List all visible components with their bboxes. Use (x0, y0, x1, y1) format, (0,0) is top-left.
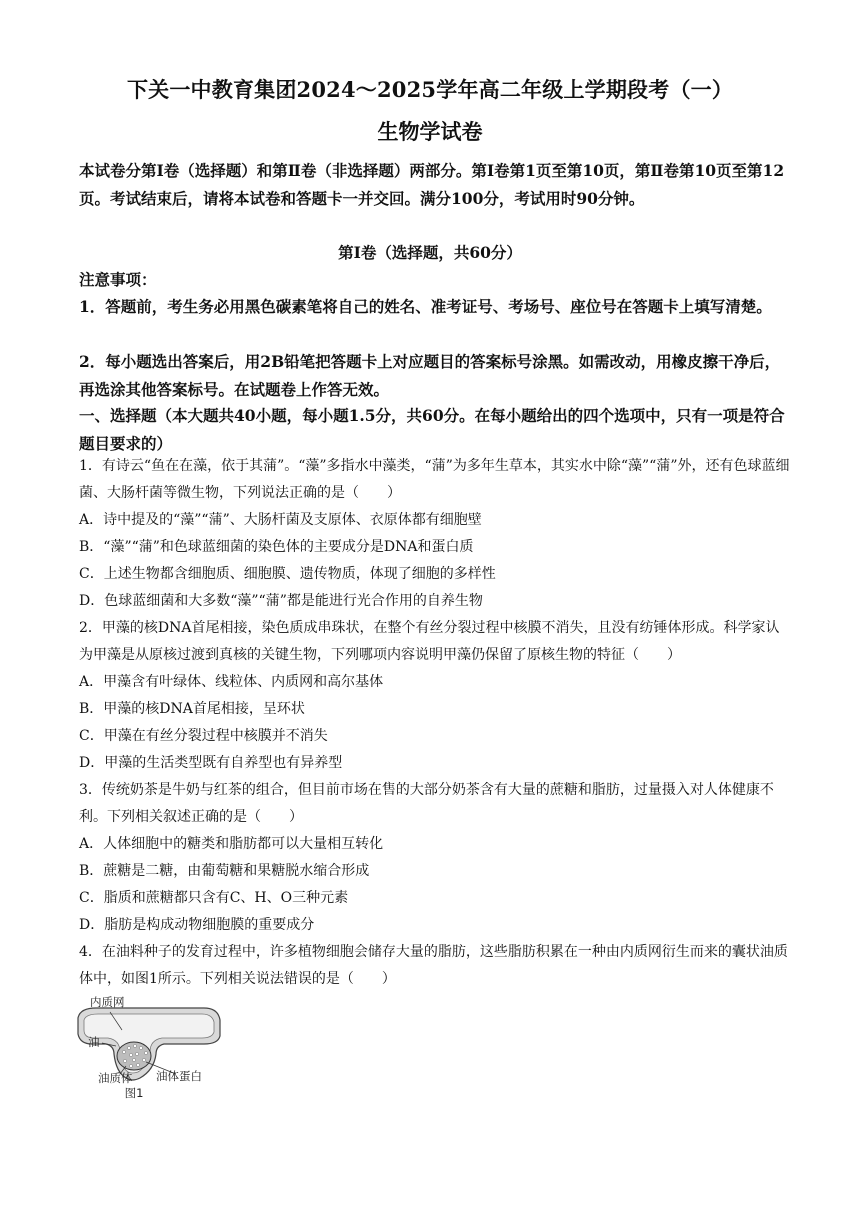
figure-oil-body (76, 996, 222, 1100)
question-option: B．“藻”“蒲”和色球蓝细菌的染色体的主要成分是DNA和蛋白质 (79, 539, 474, 555)
notice-item: 2．每小题选出答案后，用2B铅笔把答题卡上对应题目的答案标号涂黑。如需改动，用橡皮擦干净后，再选涂其他答案标号。在试题卷上作答无效。 (79, 352, 781, 399)
question-option: A．人体细胞中的糖类和脂肪都可以大量相互转化 (79, 836, 384, 852)
question-stem: 3．传统奶茶是牛奶与红茶的组合，但目前市场在售的大部分奶茶含有大量的蔗糖和脂肪，过量摄入对人体健康不利。下列相关叙述正确的是（ ） (79, 782, 774, 825)
label-oil-body: 油质体 (98, 1071, 133, 1085)
label-oil: 油 (88, 1035, 100, 1049)
notice-item: 1．答题前，考生务必用黑色碳素笔将自己的姓名、准考证号、考场号、座位号在答题卡上填写清楚。 (79, 297, 772, 316)
exam-title: 下关一中教育集团2024～2025学年高二年级上学期段考（一） (126, 77, 734, 102)
question-option: D．甲藻的生活类型既有自养型也有异养型 (79, 755, 343, 771)
intro-paragraph: 本试卷分第Ⅰ卷（选择题）和第Ⅱ卷（非选择题）两部分。第Ⅰ卷第1页至第10页，第Ⅱ卷第10页至第12页。考试结束后，请将本试卷和答题卡一并交回。满分100分，考试用时90分钟。 (79, 161, 785, 208)
oil-body-diagram (76, 996, 222, 1100)
question-option: B．蔗糖是二糖，由葡萄糖和果糖脱水缩合形成 (79, 863, 370, 879)
exam-subject: 生物学试卷 (377, 119, 483, 144)
question-option: D．脂肪是构成动物细胞膜的重要成分 (79, 917, 315, 933)
question-option: A．甲藻含有叶绿体、线粒体、内质网和高尔基体 (79, 674, 384, 690)
question-option: A．诗中提及的“藻”“蒲”、大肠杆菌及支原体、衣原体都有细胞壁 (79, 512, 482, 528)
label-er: 内质网 (90, 996, 125, 1009)
question-option: C．上述生物都含细胞质、细胞膜、遗传物质，体现了细胞的多样性 (79, 566, 496, 582)
section-title: 第Ⅰ卷（选择题，共60分） (338, 243, 522, 262)
part-heading: 一、选择题（本大题共40小题，每小题1.5分，共60分。在每小题给出的四个选项中，只有一项是符合题目要求的） (79, 406, 785, 453)
question-option: C．脂质和蔗糖都只含有C、H、O三种元素 (79, 890, 349, 906)
question-option: B．甲藻的核DNA首尾相接，呈环状 (79, 701, 305, 717)
notice-heading: 注意事项： (79, 270, 157, 289)
question-option: D．色球蓝细菌和大多数“藻”“蒲”都是能进行光合作用的自养生物 (79, 593, 483, 609)
question-option: C．甲藻在有丝分裂过程中核膜并不消失 (79, 728, 328, 744)
question-stem: 2．甲藻的核DNA首尾相接，染色质成串珠状，在整个有丝分裂过程中核膜不消失，且没有纺锤体形成。科学家认为甲藻是从原核过渡到真核的关键生物，下列哪项内容说明甲藻仍保留了原核生物的特征（ ） (79, 620, 780, 663)
label-oleosin: 油体蛋白 (156, 1069, 202, 1083)
question-stem: 4．在油料种子的发育过程中，许多植物细胞会储存大量的脂肪，这些脂肪积累在一种由内质网衍生而来的囊状油质体中，如图1所示。下列相关说法错误的是（ ） (79, 944, 788, 987)
figure-caption: 图1 (124, 1086, 144, 1100)
question-stem: 1．有诗云“鱼在在藻，依于其蒲”。“藻”多指水中藻类，“蒲”为多年生草本，其实水中除“藻”“蒲”外，还有色球蓝细菌、大肠杆菌等微生物，下列说法正确的是（ ） (79, 458, 790, 501)
